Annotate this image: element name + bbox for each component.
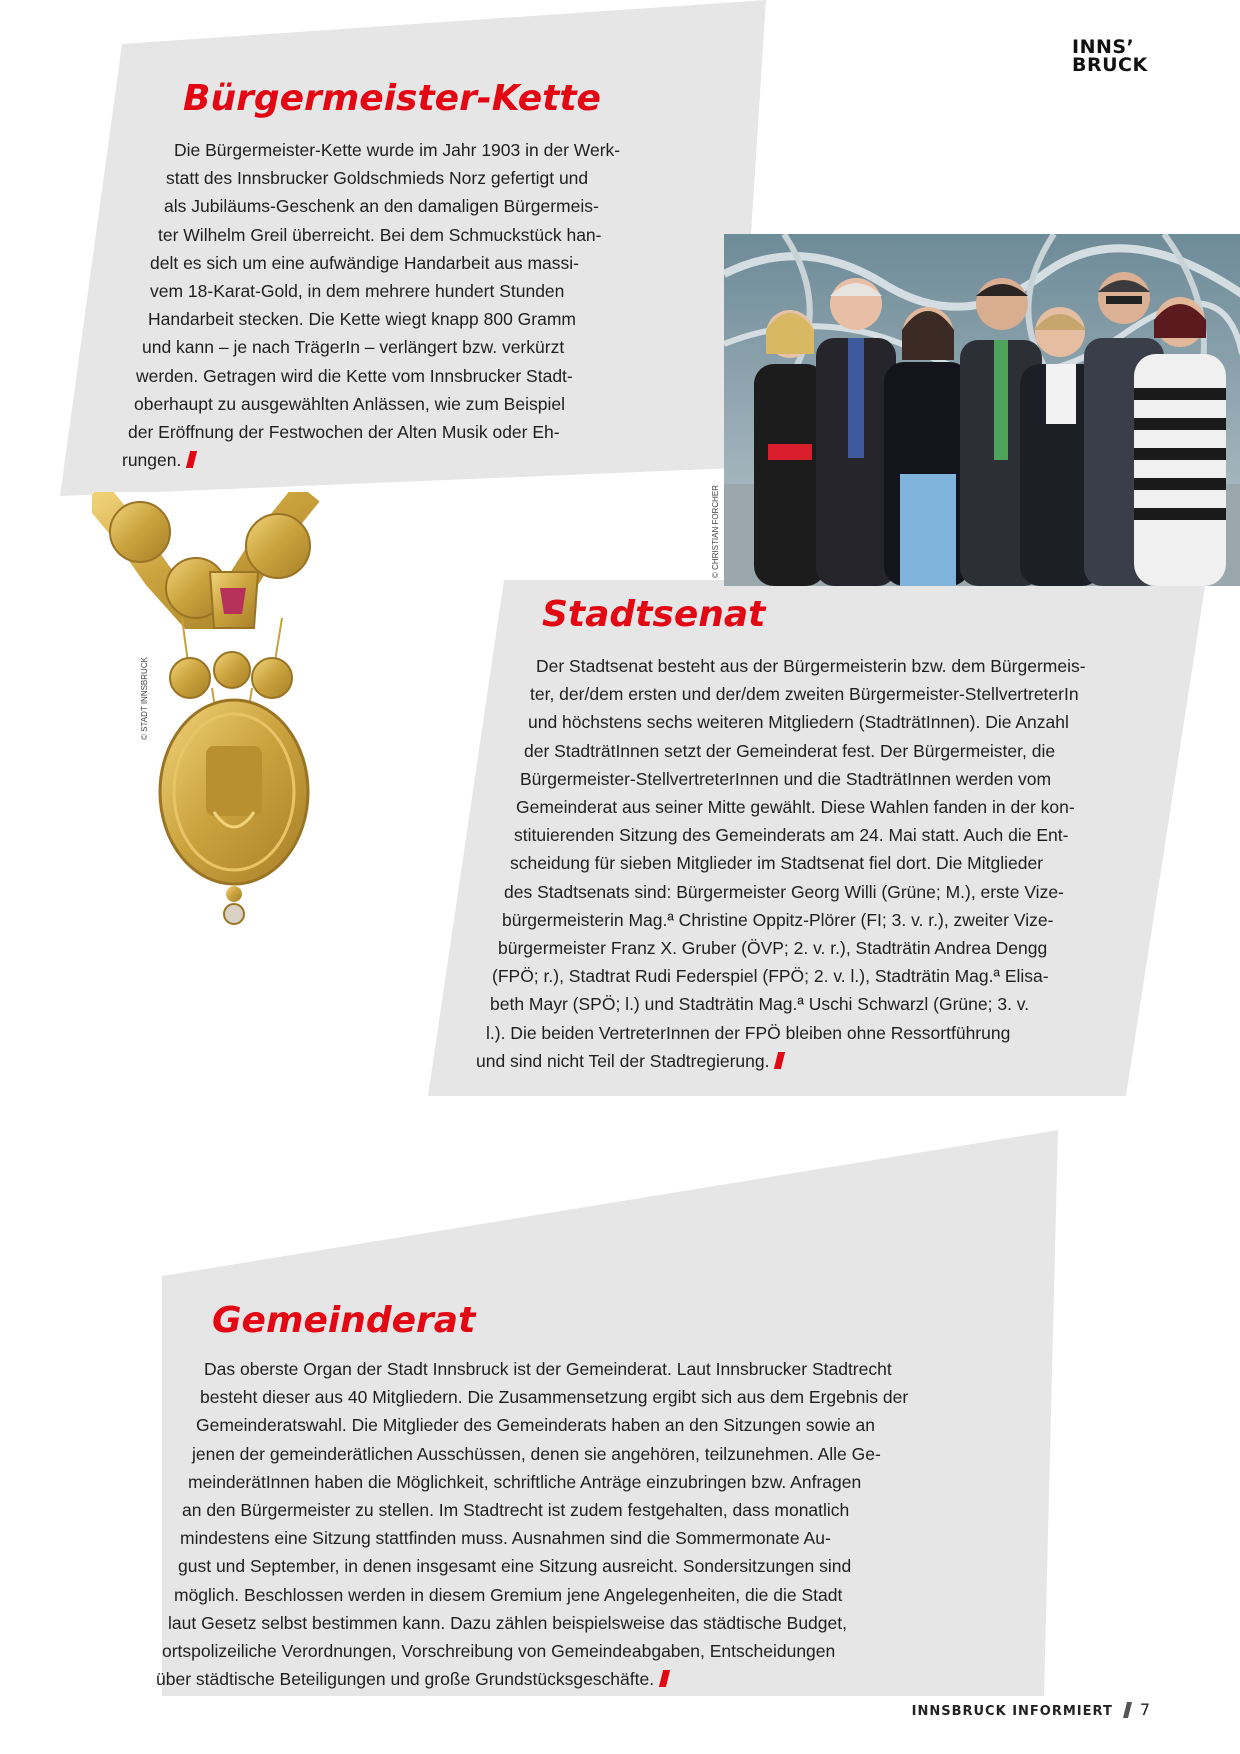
text-line: oberhaupt zu ausgewählten Anlässen, wie zum Beispiel xyxy=(134,393,565,414)
page-footer xyxy=(900,1700,1150,1719)
text-line: Gemeinderatswahl. Die Mitglieder des Gemeinderats haben an den Sitzungen sowie an xyxy=(196,1415,876,1436)
text-line-last xyxy=(476,1047,1086,1075)
title-buergermeister-kette: Bürgermeister-Kette xyxy=(183,78,601,119)
text-line: ortspolizeiliche Verordnungen, Vorschreibung von Gemeindeabgaben, Entscheidungen xyxy=(162,1641,836,1662)
text-line: des Stadtsenats sind: Bürgermeister Georg Willi (Grüne; M.), erste Vize- xyxy=(504,881,1064,902)
text-line: stituierenden Sitzung des Gemeinderats am 24. Mai statt. Auch die Ent- xyxy=(514,825,1069,846)
text-line: bürgermeisterin Mag.ª Christine Oppitz-Plörer (FI; 3. v. r.), zweiter Vize- xyxy=(502,909,1054,930)
text-line: delt es sich um eine aufwändige Handarbeit aus massi- xyxy=(150,252,579,273)
text-line-last xyxy=(122,446,620,474)
text-line-content: rungen. xyxy=(122,450,182,471)
text-line: bürgermeister Franz X. Gruber (ÖVP; 2. v. r.), Stadträtin Andrea Dengg xyxy=(498,938,1048,959)
text-line: und höchstens sechs weiteren Mitgliedern (StadträtInnen). Die Anzahl xyxy=(528,712,1069,733)
footer-separator-icon xyxy=(1123,1702,1132,1718)
text-gemeinderat xyxy=(154,1355,908,1693)
title-gemeinderat: Gemeinderat xyxy=(212,1300,476,1341)
text-line: als Jubiläums-Geschenk an den damaligen Bürgermeis- xyxy=(164,196,599,217)
text-line: mindestens eine Sitzung stattfinden muss. Ausnahmen sind die Sommermonate Au- xyxy=(180,1528,831,1549)
end-mark-icon xyxy=(186,451,197,468)
page-number: 7 xyxy=(1139,1700,1150,1719)
text-line: Bürgermeister-StellvertreterInnen und die StadträtInnen werden vom xyxy=(520,768,1052,789)
stadtsenat-group-photo xyxy=(724,234,1240,586)
title-stadtsenat: Stadtsenat xyxy=(542,594,766,635)
group-photo-image xyxy=(724,234,1240,586)
text-line: vem 18-Karat-Gold, in dem mehrere hundert Stunden xyxy=(150,281,565,302)
text-line: möglich. Beschlossen werden in diesem Gremium jene Angelegenheiten, die die Stadt xyxy=(174,1584,843,1605)
text-stadtsenat xyxy=(470,652,1086,1075)
text-line: Das oberste Organ der Stadt Innsbruck ist der Gemeinderat. Laut Innsbrucker Stadtrecht xyxy=(204,1359,892,1379)
text-line: meinderätInnen haben die Möglichkeit, schriftliche Anträge einzubringen bzw. Anfragen xyxy=(188,1471,862,1492)
text-line: an den Bürgermeister zu stellen. Im Stadtrecht ist zudem festgehalten, dass monatlich xyxy=(182,1500,850,1521)
text-line: beth Mayr (SPÖ; l.) und Stadträtin Mag.ª Uschi Schwarzl (Grüne; 3. v. xyxy=(490,994,1030,1015)
text-line-content: über städtische Beteiligungen und große Grundstücksgeschäfte. xyxy=(156,1669,655,1690)
text-line-content: und sind nicht Teil der Stadtregierung. xyxy=(476,1050,770,1071)
end-mark-icon xyxy=(659,1670,670,1687)
footer-publication: INNSBRUCK INFORMIERT xyxy=(911,1704,1113,1719)
text-line: l.). Die beiden VertreterInnen der FPÖ bleiben ohne Ressortführung xyxy=(486,1022,1011,1043)
text-buergermeister-kette xyxy=(120,136,620,474)
mayor-chain-image xyxy=(92,492,402,940)
credit-chain-photo: © STADT INNSBRUCK xyxy=(140,657,149,740)
credit-group-photo: © CHRISTIAN FORCHER xyxy=(711,484,720,578)
text-line: besteht dieser aus 40 Mitgliedern. Die Zusammensetzung ergibt sich aus dem Ergebnis der xyxy=(200,1387,909,1408)
text-line: Der Stadtsenat besteht aus der Bürgermeisterin bzw. dem Bürgermeis- xyxy=(536,656,1086,676)
text-line: Gemeinderat aus seiner Mitte gewählt. Diese Wahlen fanden in der kon- xyxy=(516,797,1075,818)
text-line: (FPÖ; r.), Stadtrat Rudi Federspiel (FPÖ; 2. v. l.), Stadträtin Mag.ª Elisa- xyxy=(492,966,1049,987)
text-line: ter, der/dem ersten und der/dem zweiten Bürgermeister-StellvertreterIn xyxy=(530,684,1079,705)
text-line: und kann – je nach TrägerIn – verlängert bzw. verkürzt xyxy=(142,337,565,358)
text-line: Handarbeit stecken. Die Kette wiegt knapp 800 Gramm xyxy=(148,309,576,330)
text-line: der StadträtInnen setzt der Gemeinderat fest. Der Bürgermeister, die xyxy=(524,740,1056,761)
text-line: Die Bürgermeister-Kette wurde im Jahr 1903 in der Werk- xyxy=(174,140,621,160)
text-line: ter Wilhelm Greil überreicht. Bei dem Schmuckstück han- xyxy=(158,224,602,245)
logo-line-2: BRUCK xyxy=(1072,54,1148,76)
end-mark-icon xyxy=(774,1052,785,1069)
logo-line-1: INNS’ xyxy=(1072,36,1135,58)
text-line: gust und September, in denen insgesamt eine Sitzung ausreicht. Sondersitzungen sind xyxy=(178,1556,852,1577)
text-line: werden. Getragen wird die Kette vom Innsbrucker Stadt- xyxy=(136,365,573,386)
text-line: laut Gesetz selbst bestimmen kann. Dazu zählen beispielsweise das städtische Budget, xyxy=(168,1612,847,1633)
text-line-last xyxy=(156,1665,908,1693)
innsbruck-logo xyxy=(1072,38,1148,74)
text-line: der Eröffnung der Festwochen der Alten Musik oder Eh- xyxy=(128,422,560,443)
text-line: scheidung für sieben Mitglieder im Stadtsenat fiel dort. Die Mitglieder xyxy=(510,853,1044,874)
text-line: jenen der gemeinderätlichen Ausschüssen, denen sie angehören, teilzunehmen. Alle Ge- xyxy=(192,1443,881,1464)
text-line: statt des Innsbrucker Goldschmieds Norz gefertigt und xyxy=(166,168,589,189)
